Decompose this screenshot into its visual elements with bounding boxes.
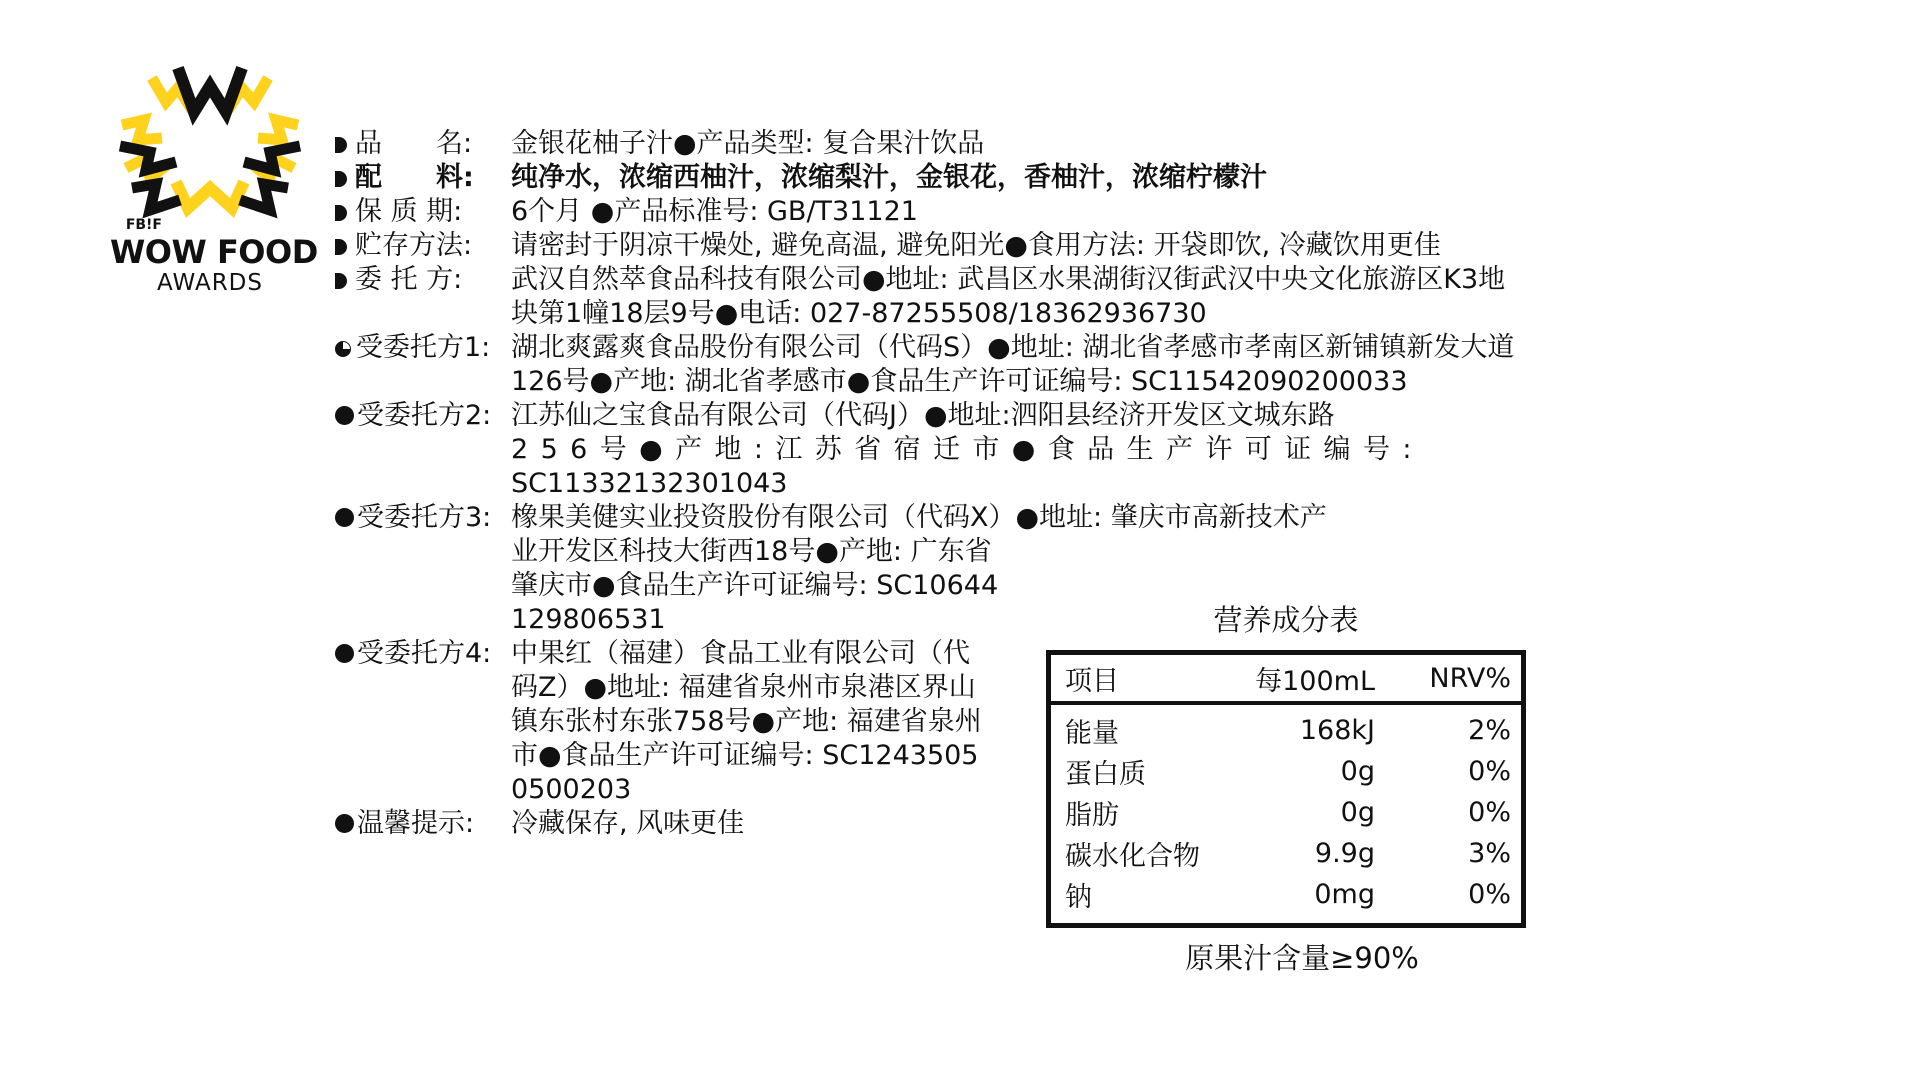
row-value: 武汉自然萃食品科技有限公司●地址: 武昌区水果湖街汉街武汉中央文化旅游区K3地块第1幢18层9号●电话: 027-87255508/18362936730 bbox=[511, 264, 1506, 329]
nutrient-nrv: 3% bbox=[1468, 838, 1511, 869]
row-value: 金银花柚子汁●产品类型: 复合果汁饮品 bbox=[511, 128, 985, 159]
dot-icon bbox=[335, 814, 354, 833]
row-label: 委 托 方: bbox=[355, 264, 463, 295]
logo-awards: AWARDS bbox=[157, 270, 263, 296]
header-nrv: NRV% bbox=[1429, 662, 1511, 694]
dot-icon bbox=[335, 644, 354, 663]
row-label: 受委托方1: bbox=[356, 332, 491, 363]
row-label: 受委托方3: bbox=[357, 502, 492, 533]
row-value-spaced: 256号●产地:江苏省宿迁市●食品生产许可证编号: bbox=[511, 434, 1424, 465]
row-value: 冷藏保存, 风味更佳 bbox=[511, 808, 745, 839]
nutrient-nrv: 2% bbox=[1468, 715, 1511, 746]
table-row bbox=[1051, 751, 1521, 792]
row-value: SC11332132301043 bbox=[511, 468, 788, 499]
nutrition-table bbox=[1046, 650, 1526, 928]
nutrient-name: 钠 bbox=[1065, 882, 1092, 913]
header-per-100ml: 每100mL bbox=[1255, 665, 1375, 697]
half-dot-icon bbox=[335, 273, 347, 289]
half-dot-icon bbox=[335, 205, 347, 221]
starburst-icon bbox=[110, 50, 310, 235]
row-value: 业开发区科技大街西18号●产地: 广东省肇庆市●食品生产许可证编号: SC10644129806531 bbox=[511, 536, 999, 635]
nutrient-amount: 0mg bbox=[1314, 879, 1375, 910]
nutrient-amount: 168kJ bbox=[1299, 715, 1375, 746]
nutrient-nrv: 0% bbox=[1468, 879, 1511, 910]
row-label: 品 名: bbox=[355, 128, 473, 159]
nutrient-name: 脂肪 bbox=[1065, 800, 1119, 831]
table-row bbox=[1051, 710, 1521, 751]
nutrient-nrv: 0% bbox=[1468, 797, 1511, 828]
nutrient-amount: 9.9g bbox=[1314, 838, 1375, 869]
wow-food-awards-logo bbox=[110, 50, 318, 300]
row-label: 受委托方4: bbox=[357, 638, 492, 669]
row-product-name bbox=[335, 127, 1525, 161]
row-value: 请密封于阴凉干燥处, 避免高温, 避免阳光●食用方法: 开袋即饮, 冷藏饮用更佳 bbox=[511, 230, 1441, 261]
row-label: 贮存方法: bbox=[355, 230, 473, 261]
row-manufacturer-2 bbox=[335, 399, 1525, 501]
row-label: 温馨提示: bbox=[357, 808, 475, 839]
row-client bbox=[335, 263, 1525, 331]
nutrition-body bbox=[1051, 705, 1521, 923]
row-manufacturer-1 bbox=[335, 331, 1525, 399]
nutrient-name: 碳水化合物 bbox=[1065, 841, 1200, 872]
nutrition-header-row bbox=[1051, 655, 1521, 705]
header-item: 项目 bbox=[1065, 665, 1119, 697]
nutrient-amount: 0g bbox=[1340, 756, 1375, 787]
juice-content-note: 原果汁含量≥90% bbox=[1185, 941, 1419, 975]
table-row bbox=[1051, 833, 1521, 874]
logo-wow-food: WOW FOOD bbox=[110, 233, 318, 271]
table-row bbox=[1051, 792, 1521, 833]
row-value: 中果红（福建）食品工业有限公司（代码Z）●地址: 福建省泉州市泉港区界山镇东张村东张758号●产地: 福建省泉州市●食品生产许可证编号: SC12435050500203 bbox=[511, 638, 982, 805]
logo-fbif: FB!F bbox=[125, 217, 162, 233]
row-label: 保 质 期: bbox=[355, 196, 463, 227]
pie-dot-icon bbox=[335, 341, 351, 357]
nutrient-amount: 0g bbox=[1340, 797, 1375, 828]
nutrition-title: 营养成分表 bbox=[1213, 603, 1359, 637]
row-shelf-life bbox=[335, 195, 1525, 229]
row-label: 配 料: bbox=[355, 162, 474, 193]
logo-wordmark bbox=[110, 217, 318, 297]
table-row bbox=[1051, 874, 1521, 915]
row-label: 受委托方2: bbox=[357, 400, 492, 431]
row-value: 纯净水，浓缩西柚汁，浓缩梨汁，金银花，香柚汁，浓缩柠檬汁 bbox=[511, 162, 1267, 193]
row-storage bbox=[335, 229, 1525, 263]
nutrient-nrv: 0% bbox=[1468, 756, 1511, 787]
half-dot-icon bbox=[335, 239, 347, 255]
nutrient-name: 蛋白质 bbox=[1065, 759, 1146, 790]
dot-icon bbox=[335, 406, 354, 425]
row-value: 江苏仙之宝食品有限公司（代码J）●地址:泗阳县经济开发区文城东路 bbox=[511, 400, 1335, 431]
nutrition-facts bbox=[1046, 600, 1526, 978]
row-ingredients bbox=[335, 161, 1525, 195]
nutrient-name: 能量 bbox=[1065, 718, 1119, 749]
row-value: 湖北爽露爽食品股份有限公司（代码S）●地址: 湖北省孝感市孝南区新铺镇新发大道126号●产地: 湖北省孝感市●食品生产许可证编号: SC11542090200033 bbox=[511, 332, 1515, 397]
row-value: 橡果美健实业投资股份有限公司（代码X）●地址: 肇庆市高新技术产 bbox=[511, 502, 1327, 533]
dot-icon bbox=[335, 508, 354, 527]
half-dot-icon bbox=[335, 137, 347, 153]
row-value: 6个月 ●产品标准号: GB/T31121 bbox=[511, 196, 918, 227]
half-dot-icon bbox=[335, 171, 347, 187]
